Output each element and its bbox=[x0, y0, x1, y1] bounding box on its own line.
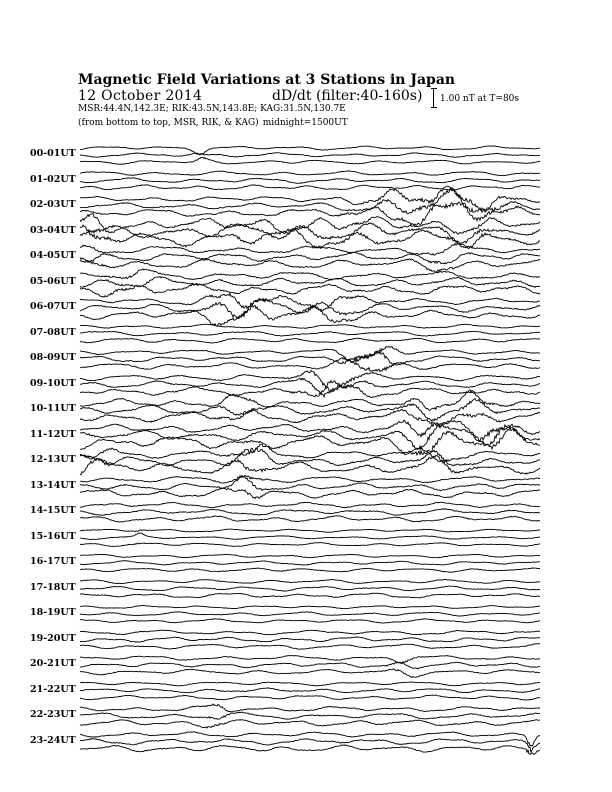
chart-date: 12 October 2014 bbox=[78, 88, 203, 104]
trace-msr bbox=[80, 720, 540, 729]
trace-kag bbox=[80, 606, 540, 609]
station-coordinates: MSR:44.4N,142.3E; RIK:43.5N,143.8E; KAG:31.5N,130.7E bbox=[78, 104, 346, 114]
trace-msr bbox=[80, 305, 540, 326]
trace-rik bbox=[80, 178, 540, 184]
hour-label: 22-23UT bbox=[30, 709, 76, 720]
trace-msr bbox=[80, 644, 540, 650]
trace-kag bbox=[80, 682, 540, 686]
hour-label: 09-10UT bbox=[30, 377, 76, 389]
trace-msr bbox=[80, 338, 540, 343]
trace-kag bbox=[80, 580, 540, 584]
trace-kag bbox=[80, 269, 540, 280]
hour-label: 19-20UT bbox=[30, 632, 76, 644]
trace-rik bbox=[80, 637, 540, 642]
trace-rik bbox=[80, 533, 540, 540]
trace-kag bbox=[80, 171, 540, 176]
trace-rik bbox=[80, 509, 540, 516]
hour-label: 16-17UT bbox=[30, 556, 76, 567]
hour-label: 00-01UT bbox=[30, 148, 76, 159]
hour-label: 01-02UT bbox=[30, 173, 76, 185]
trace-kag bbox=[80, 294, 540, 311]
hour-label: 08-09UT bbox=[30, 352, 76, 363]
trace-kag bbox=[80, 630, 540, 635]
hour-label: 21-22UT bbox=[30, 683, 76, 695]
chart-mode: dD/dt (filter:40-160s) bbox=[272, 88, 423, 104]
trace-kag bbox=[80, 554, 540, 558]
trace-kag bbox=[80, 704, 540, 712]
trace-kag bbox=[80, 656, 540, 664]
hour-label: 18-19UT bbox=[30, 607, 76, 618]
trace-msr bbox=[80, 284, 540, 298]
trace-rik bbox=[80, 561, 540, 566]
scale-label: 1.00 nT at T=80s bbox=[440, 94, 520, 104]
hour-label: 05-06UT bbox=[30, 275, 76, 287]
trace-rik bbox=[80, 153, 540, 158]
hour-label: 06-07UT bbox=[30, 301, 76, 312]
trace-kag bbox=[80, 186, 540, 212]
hour-label: 20-21UT bbox=[30, 658, 76, 669]
trace-msr bbox=[80, 695, 540, 700]
chart-title: Magnetic Field Variations at 3 Stations in Japan bbox=[78, 72, 456, 88]
hour-label: 14-15UT bbox=[30, 505, 76, 516]
trace-kag bbox=[80, 529, 540, 532]
hour-label: 13-14UT bbox=[30, 479, 76, 491]
trace-msr bbox=[80, 185, 540, 190]
hour-label: 15-16UT bbox=[30, 530, 76, 542]
trace-msr bbox=[80, 409, 540, 426]
hour-label: 04-05UT bbox=[30, 250, 76, 261]
trace-kag bbox=[80, 390, 540, 411]
order-text: (from bottom to top, MSR, RIK, & KAG) bbox=[78, 118, 259, 128]
trace-kag bbox=[80, 214, 540, 235]
trace-kag bbox=[80, 444, 540, 462]
trace-msr bbox=[80, 157, 540, 164]
hour-label: 10-11UT bbox=[30, 403, 76, 414]
trace-rik bbox=[80, 331, 540, 336]
trace-msr bbox=[80, 488, 540, 498]
midnight-note: midnight=1500UT bbox=[262, 118, 348, 128]
trace-rik bbox=[80, 586, 540, 591]
trace-kag bbox=[80, 370, 540, 391]
trace-kag bbox=[80, 475, 540, 483]
trace-kag bbox=[80, 502, 540, 508]
trace-msr bbox=[80, 745, 540, 755]
trace-rik bbox=[80, 688, 540, 693]
trace-rik bbox=[80, 612, 540, 616]
hour-label: 23-24UT bbox=[30, 734, 76, 746]
trace-msr bbox=[80, 543, 540, 547]
hour-label: 07-08UT bbox=[30, 326, 76, 338]
trace-rik bbox=[80, 662, 540, 669]
hour-label: 03-04UT bbox=[30, 224, 76, 236]
trace-msr bbox=[80, 669, 540, 678]
trace-kag bbox=[80, 146, 540, 155]
hour-label: 17-18UT bbox=[30, 581, 76, 593]
trace-msr bbox=[80, 619, 540, 623]
trace-msr bbox=[80, 593, 540, 598]
trace-kag bbox=[80, 324, 540, 328]
trace-msr bbox=[80, 568, 540, 572]
hour-label: 11-12UT bbox=[30, 428, 76, 440]
trace-msr bbox=[80, 516, 540, 522]
trace-rik bbox=[80, 712, 540, 719]
trace-rik bbox=[80, 223, 540, 244]
hour-label: 02-03UT bbox=[30, 199, 76, 210]
hour-label: 12-13UT bbox=[30, 454, 76, 465]
